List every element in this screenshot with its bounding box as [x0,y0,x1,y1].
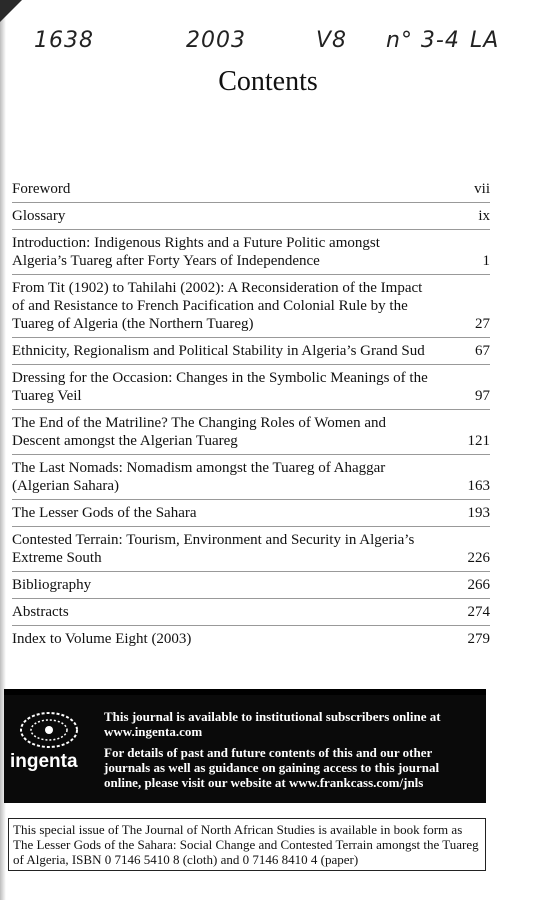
divider [12,454,490,455]
divider [12,571,490,572]
table-of-contents [12,176,490,648]
divider [12,202,490,203]
handwritten-note-3: V8 [316,28,348,53]
toc-entry-page: 27 [475,316,490,332]
toc-entry[interactable] [12,531,490,567]
toc-entry[interactable] [12,630,490,648]
toc-entry[interactable] [12,369,490,405]
toc-entry[interactable] [12,459,490,495]
divider [12,337,490,338]
divider [12,274,490,275]
toc-entry[interactable] [12,504,490,522]
toc-entry-page: 121 [467,433,490,449]
toc-entry-page: vii [474,181,490,197]
toc-entry[interactable] [12,414,490,450]
toc-entry-title: Glossary [12,208,66,224]
toc-entry-page: 266 [467,577,490,593]
toc-entry-page: 279 [467,631,490,647]
toc-entry-title: Introduction: Indigenous Rights and a Future Politic amongst Algeria’s Tuareg after Forty Years of Independence [12,235,380,269]
toc-entry-page: 97 [475,388,490,404]
scan-corner [0,0,22,22]
toc-entry-page: ix [478,208,490,224]
divider [12,499,490,500]
toc-entry-page: 163 [467,478,490,494]
toc-entry-title: Index to Volume Eight (2003) [12,631,192,647]
ingenta-banner [4,689,486,803]
toc-entry-title: Dressing for the Occasion: Changes in the Symbolic Meanings of the Tuareg Veil [12,370,428,404]
toc-entry[interactable] [12,207,490,225]
divider [12,598,490,599]
divider [12,526,490,527]
ingenta-logo-icon [18,709,80,751]
toc-entry[interactable] [12,342,490,360]
toc-entry[interactable] [12,279,490,333]
toc-entry[interactable] [12,234,490,270]
handwritten-note-5: LA [470,28,500,53]
toc-entry-page: 274 [467,604,490,620]
divider [12,409,490,410]
toc-entry-title: The Lesser Gods of the Sahara [12,505,197,521]
toc-entry[interactable] [12,576,490,594]
toc-entry-page: 193 [467,505,490,521]
toc-entry-title: From Tit (1902) to Tahilahi (2002): A Reconsideration of the Impact of and Resistance to French Pacification and Colonial Rule by the Tuareg of Algeria (the Northern Tuareg) [12,280,423,332]
divider [12,229,490,230]
handwritten-note-4: n° 3-4 [386,28,460,53]
handwritten-note-2: 2003 [186,28,246,53]
toc-entry-title: The Last Nomads: Nomadism amongst the Tuareg of Ahaggar (Algerian Sahara) [12,460,386,494]
toc-entry[interactable] [12,180,490,198]
ingenta-details-text: For details of past and future contents of this and our other journals as well as guidance on gaining access to this journal online, please visit our website at www.frankcass.com/jnls [104,745,440,790]
ingenta-availability-text: This journal is available to institutional subscribers online at www.ingenta.com [104,709,441,739]
toc-entry-page: 226 [467,550,490,566]
banner-top-rule [4,689,486,695]
toc-entry-title: Contested Terrain: Tourism, Environment and Security in Algeria’s Extreme South [12,532,415,566]
toc-entry-title: The End of the Matriline? The Changing Roles of Women and Descent amongst the Algerian Tuareg [12,415,386,449]
toc-entry-title: Bibliography [12,577,92,593]
book-form-note: This special issue of The Journal of North African Studies is available in book form as The Lesser Gods of the Sahara: Social Change and Contested Terrain amongst the Tuareg of Algeria, ISBN 0 7146 5410 8 (cloth) and 0 7146 8410 4 (paper) [8,818,486,871]
toc-entry[interactable] [12,603,490,621]
divider [12,625,490,626]
divider [12,364,490,365]
handwritten-note-1: 1638 [34,28,94,53]
toc-entry-title: Ethnicity, Regionalism and Political Stability in Algeria’s Grand Sud [12,343,425,359]
toc-entry-page: 1 [482,253,490,269]
page-title: Contents [218,66,318,97]
toc-entry-page: 67 [475,343,490,359]
toc-entry-title: Foreword [12,181,71,197]
toc-entry-title: Abstracts [12,604,69,620]
ingenta-logo-text: ingenta [10,751,78,772]
